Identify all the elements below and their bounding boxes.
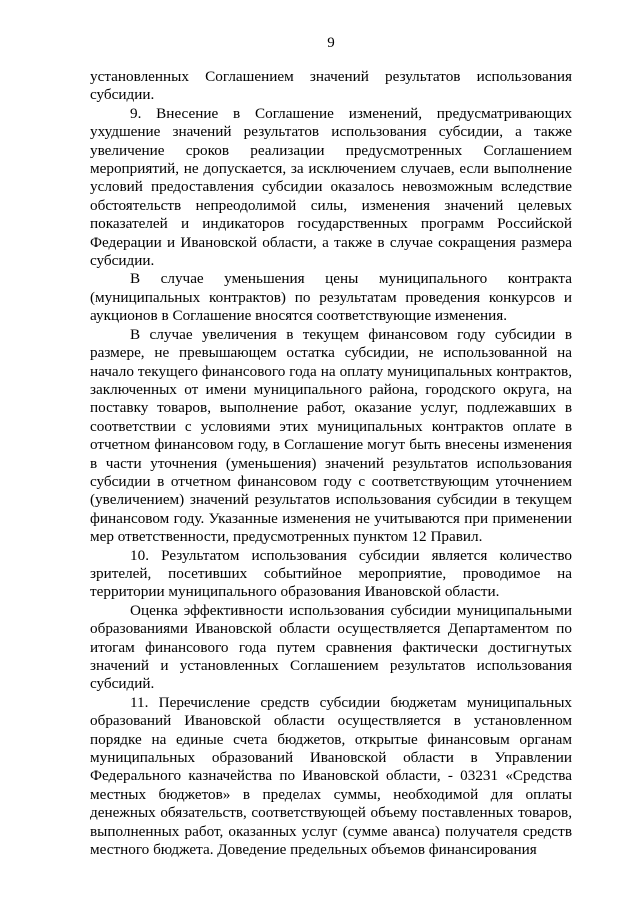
paragraph-continuation: установленных Соглашением значений результатов использования субсидии. [90, 68, 572, 104]
page-number: 9 [327, 35, 335, 51]
paragraph-item-9: 9. Внесение в Соглашение изменений, предусматривающих ухудшение значений результатов использования субсидии, а также увеличение сроков реализации предусмотренных Соглашением мероприятий, не допускается, за исключением случаев, если выполнение условий предоставления субсидии оказалось невозможным вследствие обстоятельств непреодолимой силы, изменения значений целевых показателей и индикаторов государственных программ Российской Федерации и Ивановской области, а также в случае сокращения размера субсидии. [90, 104, 572, 270]
paragraph-item-10: 10. Результатом использования субсидии является количество зрителей, посетивших событийное мероприятие, проводимое на территории муниципального образования Ивановской области. [90, 546, 572, 601]
paragraph-item-11: 11. Перечисление средств субсидии бюджетам муниципальных образований Ивановской области осуществляется в установленном порядке на единые счета бюджетов, открытые финансовым органам муниципальных образований Ивановской области в Управлении Федерального казначейства по Ивановской области, - 03231 «Средства местных бюджетов» в пределах суммы, необходимой для оплаты денежных обязательств, соответствующей объему поставленных товаров, выполненных работ, оказанных услуг (сумме аванса) получателя средств местного бюджета. Доведение предельных объемов финансирования [90, 693, 572, 859]
paragraph-subsidy-increase: В случае увеличения в текущем финансовом году субсидии в размере, не превышающем остатка субсидии, не использованной на начало текущего финансового года на оплату муниципальных контрактов, заключенных от имени муниципального района, городского округа, на поставку товаров, выполнение работ, оказание услуг, подлежавших в соответствии с условиями этих муниципальных контрактов оплате в отчетном финансовом году, в Соглашение могут быть внесены изменения в части уточнения (уменьшения) значений результатов использования субсидии в отчетном финансовом году с соответствующим уточнением (увеличением) значений результатов использования субсидии в текущем финансовом году. Указанные изменения не учитываются при применении мер ответственности, предусмотренных пунктом 12 Правил. [90, 325, 572, 546]
paragraph-efficiency-assessment: Оценка эффективности использования субсидии муниципальными образованиями Ивановской области осуществляется Департаментом по итогам финансового года путем сравнения фактически достигнутых значений и установленных Соглашением результатов использования субсидий. [90, 601, 572, 693]
document-page [90, 34, 572, 859]
paragraph-contract-price-decrease: В случае уменьшения цены муниципального контракта (муниципальных контрактов) по результатам проведения конкурсов и аукционов в Соглашение вносятся соответствующие изменения. [90, 270, 572, 325]
